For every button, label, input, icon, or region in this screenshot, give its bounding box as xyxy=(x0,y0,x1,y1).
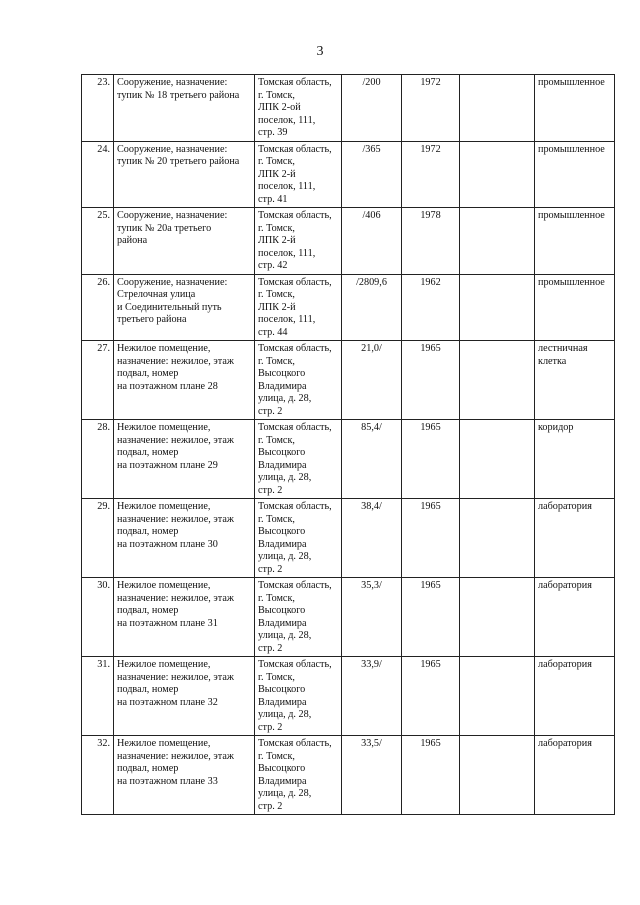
cell-text-line: Томская область, xyxy=(258,501,332,512)
cell-text-line: поселок, 111, xyxy=(258,247,316,259)
cell-text-line: Нежилое помещение, xyxy=(117,659,211,670)
cell-text: 23. xyxy=(97,77,110,88)
cell-text-line: стр. 42 xyxy=(258,260,288,271)
address-cell xyxy=(255,578,342,657)
area-cell xyxy=(342,274,402,341)
cell-text-line: лаборатория xyxy=(538,738,592,749)
cell-text-line: Высоцкого xyxy=(258,763,306,774)
table-row xyxy=(82,499,615,578)
address-cell xyxy=(255,657,342,736)
area-cell xyxy=(342,578,402,657)
row-number-cell xyxy=(82,208,114,275)
cell-text-line: подвал, номер xyxy=(117,368,179,379)
cell-text: 26. xyxy=(97,276,110,288)
cell-text-line: лаборатория xyxy=(538,501,592,512)
cell-text-line: Сооружение, назначение: xyxy=(117,77,228,88)
address-cell xyxy=(255,499,342,578)
cell-text-line: промышленное xyxy=(538,143,605,155)
cell-text-line: Высоцкого xyxy=(258,368,306,379)
empty-cell xyxy=(460,208,535,275)
cell-text-line: промышленное xyxy=(538,210,605,221)
object-name-cell xyxy=(114,578,255,657)
cell-text-line: улица, д. 28, xyxy=(258,551,312,562)
cell-text: 27. xyxy=(97,343,110,354)
cell-text: 1972 xyxy=(420,143,441,155)
year-cell xyxy=(402,274,460,341)
empty-cell xyxy=(460,657,535,736)
cell-text-line: назначение: нежилое, этаж xyxy=(117,434,234,446)
cell-text-line: ЛПК 2-й xyxy=(258,168,296,180)
cell-text-line: Томская область, xyxy=(258,210,332,221)
year-cell xyxy=(402,499,460,578)
cell-text: 1965 xyxy=(420,738,441,749)
empty-cell xyxy=(460,736,535,815)
cell-text-line: поселок, 111, xyxy=(258,181,316,192)
cell-text-line: ЛПК 2-й xyxy=(258,301,296,313)
table-row xyxy=(82,657,615,736)
cell-text-line: третьего района xyxy=(117,314,187,325)
cell-text: 1965 xyxy=(420,580,441,591)
cell-text-line: г. Томск, xyxy=(258,89,295,101)
area-cell xyxy=(342,499,402,578)
table-row xyxy=(82,341,615,420)
cell-text-line: назначение: нежилое, этаж xyxy=(117,750,234,762)
address-cell xyxy=(255,736,342,815)
cell-text-line: г. Томск, xyxy=(258,592,295,604)
cell-text-line: Стрелочная улица xyxy=(117,289,196,300)
cell-text-line: Нежилое помещение, xyxy=(117,580,211,591)
cell-text-line: на поэтажном плане 29 xyxy=(117,459,218,471)
cell-text-line: промышленное xyxy=(538,276,605,288)
cell-text: 1965 xyxy=(420,422,441,433)
row-number-cell xyxy=(82,341,114,420)
address-cell xyxy=(255,341,342,420)
row-number-cell xyxy=(82,75,114,142)
table-row xyxy=(82,75,615,142)
cell-text: 30. xyxy=(97,580,110,591)
year-cell xyxy=(402,208,460,275)
cell-text-line: ЛПК 2-й xyxy=(258,235,296,246)
cell-text-line: тупик № 20а третьего xyxy=(117,222,212,234)
cell-text-line: Владимира xyxy=(258,617,307,629)
property-registry-table xyxy=(81,74,615,815)
purpose-cell xyxy=(535,208,615,275)
year-cell xyxy=(402,736,460,815)
cell-text: 1965 xyxy=(420,659,441,670)
cell-text-line: тупик № 18 третьего района xyxy=(117,89,240,101)
area-cell xyxy=(342,141,402,208)
cell-text-line: лаборатория xyxy=(538,659,592,670)
cell-text: /365 xyxy=(362,143,381,155)
cell-text-line: на поэтажном плане 31 xyxy=(117,617,218,629)
cell-text-line: ЛПК 2-ой xyxy=(258,102,301,113)
cell-text: 1978 xyxy=(420,210,441,221)
cell-text: 21,0/ xyxy=(361,343,382,354)
cell-text: 28. xyxy=(97,422,110,433)
cell-text-line: тупик № 20 третьего района xyxy=(117,156,240,167)
table-row xyxy=(82,420,615,499)
cell-text-line: Нежилое помещение, xyxy=(117,422,211,433)
cell-text-line: на поэтажном плане 33 xyxy=(117,775,218,787)
cell-text-line: улица, д. 28, xyxy=(258,393,312,404)
cell-text-line: Высоцкого xyxy=(258,684,306,695)
cell-text: 33,9/ xyxy=(361,659,382,670)
cell-text-line: коридор xyxy=(538,422,574,433)
row-number-cell xyxy=(82,420,114,499)
cell-text-line: стр. 2 xyxy=(258,721,283,733)
year-cell xyxy=(402,141,460,208)
cell-text-line: назначение: нежилое, этаж xyxy=(117,513,234,525)
table-row xyxy=(82,274,615,341)
page-number: 3 xyxy=(316,44,324,59)
row-number-cell xyxy=(82,141,114,208)
cell-text-line: стр. 2 xyxy=(258,800,283,812)
purpose-cell xyxy=(535,341,615,420)
cell-text-line: Высоцкого xyxy=(258,526,306,537)
cell-text-line: стр. 44 xyxy=(258,326,288,338)
cell-text-line: Сооружение, назначение: xyxy=(117,210,228,221)
cell-text-line: стр. 2 xyxy=(258,484,283,496)
cell-text-line: Нежилое помещение, xyxy=(117,343,211,354)
cell-text-line: г. Томск, xyxy=(258,355,295,367)
row-number-cell xyxy=(82,499,114,578)
cell-text-line: улица, д. 28, xyxy=(258,709,312,720)
cell-text-line: Владимира xyxy=(258,538,307,550)
cell-text: 31. xyxy=(97,659,110,670)
cell-text-line: улица, д. 28, xyxy=(258,788,312,799)
cell-text: 1965 xyxy=(420,343,441,354)
area-cell xyxy=(342,736,402,815)
object-name-cell xyxy=(114,75,255,142)
cell-text-line: лестничная xyxy=(538,343,588,354)
row-number-cell xyxy=(82,657,114,736)
cell-text: 85,4/ xyxy=(361,422,382,433)
cell-text-line: Томская область, xyxy=(258,77,332,88)
purpose-cell xyxy=(535,578,615,657)
cell-text-line: г. Томск, xyxy=(258,671,295,683)
area-cell xyxy=(342,657,402,736)
purpose-cell xyxy=(535,141,615,208)
cell-text-line: г. Томск, xyxy=(258,434,295,446)
year-cell xyxy=(402,75,460,142)
cell-text-line: подвал, номер xyxy=(117,526,179,537)
object-name-cell xyxy=(114,499,255,578)
table-row xyxy=(82,208,615,275)
cell-text: 33,5/ xyxy=(361,738,382,749)
purpose-cell xyxy=(535,499,615,578)
cell-text-line: улица, д. 28, xyxy=(258,630,312,641)
cell-text-line: и Соединительный путь xyxy=(117,301,222,313)
cell-text: 25. xyxy=(97,210,110,221)
empty-cell xyxy=(460,499,535,578)
table-row xyxy=(82,578,615,657)
cell-text-line: улица, д. 28, xyxy=(258,472,312,483)
purpose-cell xyxy=(535,274,615,341)
cell-text-line: на поэтажном плане 28 xyxy=(117,380,218,392)
cell-text-line: Высоцкого xyxy=(258,605,306,616)
cell-text-line: г. Томск, xyxy=(258,156,295,167)
cell-text-line: стр. 2 xyxy=(258,563,283,575)
cell-text-line: Томская область, xyxy=(258,276,332,288)
cell-text-line: стр. 2 xyxy=(258,405,283,417)
cell-text-line: г. Томск, xyxy=(258,222,295,234)
cell-text-line: г. Томск, xyxy=(258,289,295,300)
cell-text-line: Высоцкого xyxy=(258,447,306,458)
purpose-cell xyxy=(535,657,615,736)
table-body xyxy=(82,75,615,815)
cell-text-line: Томская область, xyxy=(258,580,332,591)
area-cell xyxy=(342,75,402,142)
cell-text-line: Владимира xyxy=(258,459,307,471)
area-cell xyxy=(342,208,402,275)
address-cell xyxy=(255,75,342,142)
cell-text-line: Томская область, xyxy=(258,343,332,354)
cell-text-line: Сооружение, назначение: xyxy=(117,143,228,155)
address-cell xyxy=(255,141,342,208)
cell-text-line: лаборатория xyxy=(538,580,592,591)
purpose-cell xyxy=(535,420,615,499)
year-cell xyxy=(402,420,460,499)
cell-text-line: клетка xyxy=(538,355,567,367)
cell-text: 35,3/ xyxy=(361,580,382,591)
area-cell xyxy=(342,420,402,499)
cell-text-line: Томская область, xyxy=(258,659,332,670)
object-name-cell xyxy=(114,208,255,275)
cell-text-line: подвал, номер xyxy=(117,605,179,616)
purpose-cell xyxy=(535,736,615,815)
object-name-cell xyxy=(114,736,255,815)
table-row xyxy=(82,736,615,815)
cell-text-line: района xyxy=(117,235,148,246)
cell-text: /406 xyxy=(362,210,381,221)
address-cell xyxy=(255,420,342,499)
cell-text-line: Владимира xyxy=(258,696,307,708)
empty-cell xyxy=(460,578,535,657)
empty-cell xyxy=(460,141,535,208)
cell-text-line: Томская область, xyxy=(258,143,332,155)
area-cell xyxy=(342,341,402,420)
empty-cell xyxy=(460,274,535,341)
cell-text-line: Томская область, xyxy=(258,422,332,433)
row-number-cell xyxy=(82,736,114,815)
cell-text: 38,4/ xyxy=(361,501,382,512)
year-cell xyxy=(402,341,460,420)
table-row xyxy=(82,141,615,208)
object-name-cell xyxy=(114,341,255,420)
cell-text: 24. xyxy=(97,143,110,155)
empty-cell xyxy=(460,75,535,142)
cell-text-line: подвал, номер xyxy=(117,447,179,458)
cell-text: 1965 xyxy=(420,501,441,512)
object-name-cell xyxy=(114,657,255,736)
cell-text-line: г. Томск, xyxy=(258,513,295,525)
row-number-cell xyxy=(82,578,114,657)
cell-text-line: на поэтажном плане 30 xyxy=(117,538,218,550)
cell-text-line: на поэтажном плане 32 xyxy=(117,696,218,708)
empty-cell xyxy=(460,341,535,420)
object-name-cell xyxy=(114,420,255,499)
row-number-cell xyxy=(82,274,114,341)
cell-text-line: промышленное xyxy=(538,77,605,88)
cell-text-line: поселок, 111, xyxy=(258,314,316,325)
cell-text-line: стр. 41 xyxy=(258,193,288,205)
cell-text-line: Владимира xyxy=(258,380,307,392)
year-cell xyxy=(402,657,460,736)
object-name-cell xyxy=(114,141,255,208)
cell-text-line: Томская область, xyxy=(258,738,332,749)
address-cell xyxy=(255,274,342,341)
purpose-cell xyxy=(535,75,615,142)
cell-text: 1972 xyxy=(420,77,441,88)
cell-text-line: Сооружение, назначение: xyxy=(117,276,228,288)
cell-text: 32. xyxy=(97,738,110,749)
cell-text-line: назначение: нежилое, этаж xyxy=(117,671,234,683)
cell-text-line: стр. 39 xyxy=(258,127,288,138)
cell-text: /2809,6 xyxy=(356,276,387,288)
cell-text: /200 xyxy=(362,77,381,88)
address-cell xyxy=(255,208,342,275)
cell-text-line: стр. 2 xyxy=(258,642,283,654)
cell-text-line: подвал, номер xyxy=(117,763,179,774)
cell-text-line: Нежилое помещение, xyxy=(117,738,211,749)
cell-text: 1962 xyxy=(420,276,441,288)
cell-text-line: подвал, номер xyxy=(117,684,179,695)
cell-text-line: Нежилое помещение, xyxy=(117,501,211,512)
empty-cell xyxy=(460,420,535,499)
cell-text-line: назначение: нежилое, этаж xyxy=(117,592,234,604)
year-cell xyxy=(402,578,460,657)
cell-text-line: назначение: нежилое, этаж xyxy=(117,355,234,367)
cell-text-line: поселок, 111, xyxy=(258,114,316,126)
cell-text-line: Владимира xyxy=(258,775,307,787)
object-name-cell xyxy=(114,274,255,341)
cell-text: 29. xyxy=(97,501,110,512)
cell-text-line: г. Томск, xyxy=(258,750,295,762)
